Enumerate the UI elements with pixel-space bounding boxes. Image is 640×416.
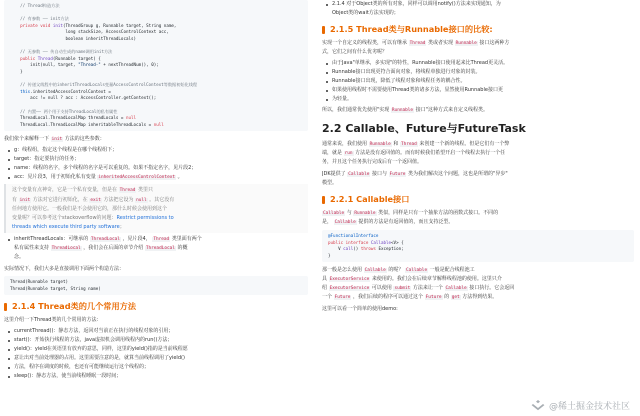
text-run: 私有属性来支持 — [14, 245, 51, 252]
code-line — [10, 43, 302, 50]
inline-code: Thread — [153, 237, 170, 243]
inline-code: Future — [334, 295, 351, 301]
section-heading-2-2-1: 2.2.1 Callable接口 — [322, 194, 634, 205]
init-params-intro — [4, 135, 308, 144]
code-token: init — [52, 22, 63, 28]
text-run: yield()：yield在英语里有放弃的意思，同样，这里的yield()指的是当前线程愿 — [14, 346, 188, 353]
inline-code: ThreadLocal — [145, 246, 175, 252]
text-run: 。 — [176, 174, 183, 181]
callable-usage — [322, 266, 634, 302]
inline-code: exit — [90, 197, 101, 203]
notify-bullet — [322, 0, 634, 18]
inherit-threadlocals-item — [4, 235, 308, 262]
inline-code: Thread — [119, 188, 136, 194]
text-run: 模型。 — [322, 180, 338, 186]
text-run: target：指定要执行的任务； — [14, 156, 80, 163]
code-line — [10, 16, 302, 23]
text-run: 接口"这种方式来自定义线程类。 — [414, 107, 488, 113]
text-run: ，我们后续的程序可以通过这个 — [351, 294, 425, 301]
list-item — [14, 155, 308, 164]
code-line — [10, 29, 302, 36]
code-token: } — [328, 252, 331, 258]
code-line — [10, 62, 302, 69]
quote-line — [12, 196, 302, 206]
text-run: 方法得到结果。 — [460, 294, 498, 301]
text-run: JDK提供了 — [322, 171, 348, 177]
text-run: 为轻量。 — [332, 96, 353, 102]
list-item — [332, 0, 634, 18]
code-token: @FunctionalInterface — [328, 233, 379, 238]
list-item-line — [332, 0, 634, 9]
inline-code: ThreadLocal — [90, 237, 120, 243]
code-token: call — [343, 246, 354, 252]
text-run: 意让出对当前处理器的占用。这里需要注意的是，就算当前线程调用了yield() — [14, 355, 185, 362]
section-heading-2-2: 2.2 Callable、Future与FutureTask — [322, 122, 526, 135]
paragraph-line — [322, 149, 634, 158]
text-run: 端，就是 — [322, 150, 344, 156]
paragraph-line — [322, 106, 634, 115]
text-run: 类里只 — [136, 187, 154, 194]
code-token: this — [10, 88, 31, 94]
text-run: Runnable接口出现更符合面向对象，将线程单独进行对象的封装。 — [332, 69, 481, 75]
code-token: + nextThreadNum(), 0); — [100, 62, 159, 68]
text-run: 所以，我们通常优先使用"实现 — [322, 107, 391, 113]
text-run: 和 — [391, 141, 400, 147]
code-token: } — [10, 68, 23, 74]
code-line — [10, 109, 302, 116]
inline-code: null — [136, 197, 147, 203]
code-token: long stackSize, AccessControlContext acc, — [10, 29, 169, 35]
text-run: g：线程组，指定这个线程是在哪个线程组下； — [14, 147, 118, 154]
list-item — [14, 336, 308, 345]
text-run: 可以使用 — [370, 285, 394, 292]
text-run: 方法的这些参数： — [63, 136, 105, 143]
code-token: Thread(Runnable target, String name) — [10, 285, 101, 291]
text-run: 接口执行。它会返回 — [467, 285, 515, 292]
code-line — [10, 102, 302, 109]
text-run: 任何地方使用它。一般我们是不会使用它的，那什么时候会使用到这个 — [12, 206, 168, 213]
list-item — [14, 363, 308, 372]
code-line — [10, 82, 302, 89]
text-run: ，见片段4， — [120, 236, 153, 243]
code-line — [10, 49, 302, 56]
text-run: 类似，同样是只有一个抽象方法的函数式接口。不同的 — [376, 210, 499, 216]
juejin-logo-icon — [531, 400, 545, 412]
text-run: currentThread()：静态方法，返回对当前正在执行的线程对象的引用； — [14, 328, 174, 335]
inline-code: Runnable — [391, 108, 414, 113]
paragraph-line — [322, 293, 634, 302]
inline-code: Future — [425, 295, 442, 301]
code-token: Callable — [370, 239, 392, 245]
code-token: // 传递父线程中的inheritThreadLocals变量AccessControlContext等数据初始化线程 — [10, 82, 198, 88]
jdk-note — [322, 170, 634, 188]
compare-intro — [322, 39, 634, 57]
code-token: acc != null ? acc : AccessController.getContext(); — [10, 95, 157, 101]
text-run: 是， — [322, 219, 334, 225]
quote-line — [12, 214, 302, 223]
code-block-callable — [322, 230, 634, 262]
right-column — [322, 0, 634, 416]
code-token: () — [353, 246, 361, 252]
constructors-intro: 实际情况下，我们大多是直接调用下面两个构造方法： — [4, 266, 125, 273]
list-item-line — [14, 253, 308, 262]
paragraph-line — [322, 158, 634, 167]
demo-intro: 这里可以看一个简单的使用demo: — [322, 306, 398, 313]
code-line — [10, 279, 302, 286]
code-token: Thread — [37, 55, 53, 61]
list-item — [14, 235, 308, 262]
list-item — [14, 345, 308, 354]
text-run: name：线程的名字，多个线程的名字是可以重复的。如果不指定名字，见片段2； — [14, 165, 197, 172]
code-line — [328, 246, 628, 253]
code-token: public interface — [328, 239, 371, 245]
code-token: Exception; — [378, 246, 404, 252]
inline-code: Callable — [445, 286, 467, 292]
text-run: ，我们会在后面的章节介绍 — [81, 245, 145, 252]
inline-code: Runnable — [369, 142, 391, 147]
text-run: 变量呢？可以参考这个stackoverflow的问题： — [12, 215, 117, 222]
paragraph-line — [322, 218, 634, 227]
paragraph-line — [322, 266, 634, 275]
acc-note-quote — [4, 184, 308, 233]
text-run: 的概 — [175, 245, 188, 252]
paragraph-line — [322, 209, 634, 218]
text-run: Runnable接口出现，降低了线程对象和线程任务的耦合性。 — [332, 78, 466, 84]
text-run: 由于Java"单继承，多实现"的特性，Runnable接口使用起来比Thread更灵活。 — [332, 60, 509, 66]
callable-description — [322, 209, 634, 227]
code-line — [328, 240, 628, 247]
quote-line — [12, 223, 302, 232]
code-token: <V> { — [391, 239, 404, 245]
text-run: 我们依个来解释一下 — [4, 136, 51, 143]
text-run: 方法对它进行初始化，在 — [31, 196, 90, 203]
text-run: 来使用的。我们会在后续章节解释线程池的使用。这里只介 — [370, 276, 502, 283]
list-item — [14, 173, 308, 182]
text-run: 方法把它设为 — [101, 196, 136, 203]
code-token: private void — [10, 22, 53, 28]
init-params-list — [4, 146, 308, 182]
stackoverflow-link[interactable]: Restrict permissions to — [116, 215, 174, 222]
code-line — [10, 89, 302, 96]
paragraph-line — [322, 140, 634, 149]
text-run: ； — [119, 223, 125, 230]
text-run: 类或者实现 — [426, 40, 455, 46]
text-run: 那一般是怎么使用 — [322, 267, 364, 274]
text-run: 的 — [442, 294, 451, 301]
site-watermark — [531, 399, 630, 412]
code-line — [10, 286, 302, 293]
code-token: init(null, target, — [10, 62, 79, 68]
code-token: boolean inheritThreadLocals) — [10, 35, 137, 41]
section-heading-2-1-4: 2.1.4 Thread类的几个常用方法 — [4, 301, 308, 312]
code-line — [10, 10, 302, 17]
code-token: (ThreadGroup g, Runnable target, String name, — [62, 22, 177, 28]
list-item — [14, 327, 308, 336]
list-item — [332, 59, 634, 68]
watermark-text: @稀土掘金技术社区 — [548, 402, 630, 412]
list-item-line — [14, 244, 308, 253]
code-line — [328, 253, 628, 260]
code-token: Thread(Runnable target) — [10, 279, 68, 285]
inline-code: init — [19, 197, 31, 203]
list-item-line — [14, 235, 308, 244]
text-run: 如果使用线程时不需要使用Thread类的诸多方法，显然使用Runnable接口更 — [332, 87, 503, 93]
inline-code: get — [451, 295, 460, 301]
code-line — [328, 233, 628, 240]
text-run: 。其它没有 — [147, 196, 175, 203]
text-run: 方法是没有返回值的。而有时候我们希望开启一个线程去执行一个任 — [353, 150, 506, 156]
inline-code: Future — [389, 172, 406, 177]
code-token: (Runnable target) { — [52, 55, 101, 61]
inline-code: Callable — [364, 268, 386, 274]
code-line — [10, 76, 302, 83]
inline-code: Thread — [400, 142, 417, 147]
inline-code: Runnable — [354, 211, 376, 216]
text-run: 的呢？ — [386, 267, 405, 274]
code-token: // 有参数 —— init方法 — [10, 16, 69, 22]
text-run: 务，并且这个任务执行完成后有一个返回值。 — [322, 159, 423, 165]
text-run: Object类的wait方法实现的； — [332, 10, 399, 16]
text-run: 绍 — [322, 285, 329, 292]
text-run: 式，它们之间有什么优劣呢？ — [322, 49, 388, 55]
text-run: 2.1.4 对于Object类的所有对象，同样可以调用notify()方法来实现通知，为 — [332, 1, 501, 7]
code-line — [10, 122, 302, 129]
text-run: 念。 — [14, 254, 25, 261]
code-block-constructors — [4, 276, 308, 295]
text-run: 与 — [345, 210, 354, 216]
inline-code: Callable — [405, 268, 428, 274]
section-heading-2-1-5: 2.1.5 Thread类与Runnable接口的比较: — [322, 24, 634, 35]
text-run: 一个 — [322, 294, 334, 301]
text-run: start()：开始执行线程的方法，java虚拟机会调用线程内的run()方法； — [14, 337, 173, 344]
paragraph-line — [322, 170, 634, 179]
list-item — [332, 86, 634, 95]
compare-list — [322, 59, 634, 104]
code-line — [10, 69, 302, 76]
inline-code: run — [344, 151, 353, 156]
callable-intro — [322, 140, 634, 167]
paragraph-line — [322, 39, 634, 48]
text-run: 方法，程序在调度的时候，也还有可能继续运行这个线程的； — [14, 364, 150, 371]
code-line — [10, 36, 302, 43]
code-line — [10, 23, 302, 30]
list-item — [14, 164, 308, 173]
list-item-line — [332, 9, 634, 18]
code-block-init — [4, 0, 308, 131]
list-item — [332, 77, 634, 86]
inline-code: submit — [394, 286, 411, 292]
inline-code: ExecutorService — [329, 277, 370, 283]
paragraph-line — [322, 179, 634, 188]
text-run: 提供的方法是有返回值的，而且支持泛型。 — [356, 219, 454, 225]
paragraph-line — [322, 275, 634, 284]
inline-code: Callable — [323, 211, 345, 216]
code-token: public — [10, 55, 38, 61]
text-run: sleep()：静态方法，使当前线程睡眠一段时间； — [14, 373, 122, 380]
text-run: 类里面有两个 — [170, 236, 202, 243]
inline-code: ExecutorService — [329, 286, 370, 292]
text-run: inheritThreadLocals：可继承的 — [14, 236, 90, 243]
inline-code: init — [51, 137, 63, 143]
paragraph-line — [322, 284, 634, 293]
list-item — [14, 372, 308, 381]
text-run: acc：见片段3，用于初始化私有变量 — [14, 174, 98, 181]
code-token: ThreadLocal.ThreadLocalMap inheritableThreadLocals = — [10, 121, 154, 127]
text-run: 接口与 — [370, 171, 389, 177]
methods-intro: 这里介绍一下Thread类的几个常用的方法： — [4, 317, 102, 324]
inline-code: Runnable — [455, 41, 477, 46]
left-column — [4, 0, 308, 416]
list-item — [332, 68, 634, 77]
list-item — [14, 354, 308, 363]
code-token: ThreadLocal.ThreadLocalMap threadLocals = — [10, 115, 126, 121]
code-line — [10, 115, 302, 122]
text-run: 有 — [12, 196, 19, 203]
code-line — [10, 56, 302, 63]
text-run: 这个变量有点神奇，它是一个私有变量，但是在 — [12, 187, 119, 194]
text-run: 类为我们解决这个问题，这也是所谓的"异步" — [406, 171, 508, 177]
inline-code: inheritedAccessControlContext — [98, 175, 176, 181]
code-token: .inheritedAccessControlContext = — [30, 88, 111, 94]
code-line — [10, 95, 302, 102]
code-token: // Thread构造方法 — [10, 3, 60, 8]
code-token: null — [153, 121, 164, 127]
code-token: V — [328, 246, 344, 252]
list-item — [14, 146, 308, 155]
inline-code: Callable — [334, 220, 356, 225]
quote-line — [12, 186, 302, 196]
thread-methods-list — [4, 327, 308, 381]
list-item — [332, 95, 634, 104]
code-token: throws — [360, 246, 379, 252]
text-run: 实现一个自定义的线程类，可以有继承 — [322, 40, 409, 46]
inline-code: Thread — [409, 41, 426, 46]
text-run: 来创建一个新的线程。但是它们有一个弊 — [417, 141, 510, 147]
code-token: // 无参数 —— 传自动生成的name调用init方法 — [10, 49, 113, 55]
text-run: 接口这两种方 — [477, 40, 510, 46]
text-run: 一般是配合线程池工 — [428, 267, 475, 274]
paragraph-line — [322, 48, 634, 57]
text-run: 具 — [322, 276, 329, 283]
text-run: 方法来让一个 — [411, 285, 445, 292]
code-token: "Thread-" — [78, 62, 101, 68]
inline-code: Callable — [348, 172, 370, 177]
inline-code: ThreadLocal — [51, 246, 81, 252]
text-run: 通常来说，我们使用 — [322, 141, 369, 147]
code-line — [10, 3, 302, 10]
quote-line — [12, 205, 302, 214]
conclusion-text — [322, 106, 634, 115]
code-token: null — [125, 115, 137, 121]
stackoverflow-link[interactable]: threads which execute third party software — [12, 223, 120, 230]
code-token: // 内置—— 两个用于支持ThreadLocal的私有属性 — [10, 108, 118, 114]
